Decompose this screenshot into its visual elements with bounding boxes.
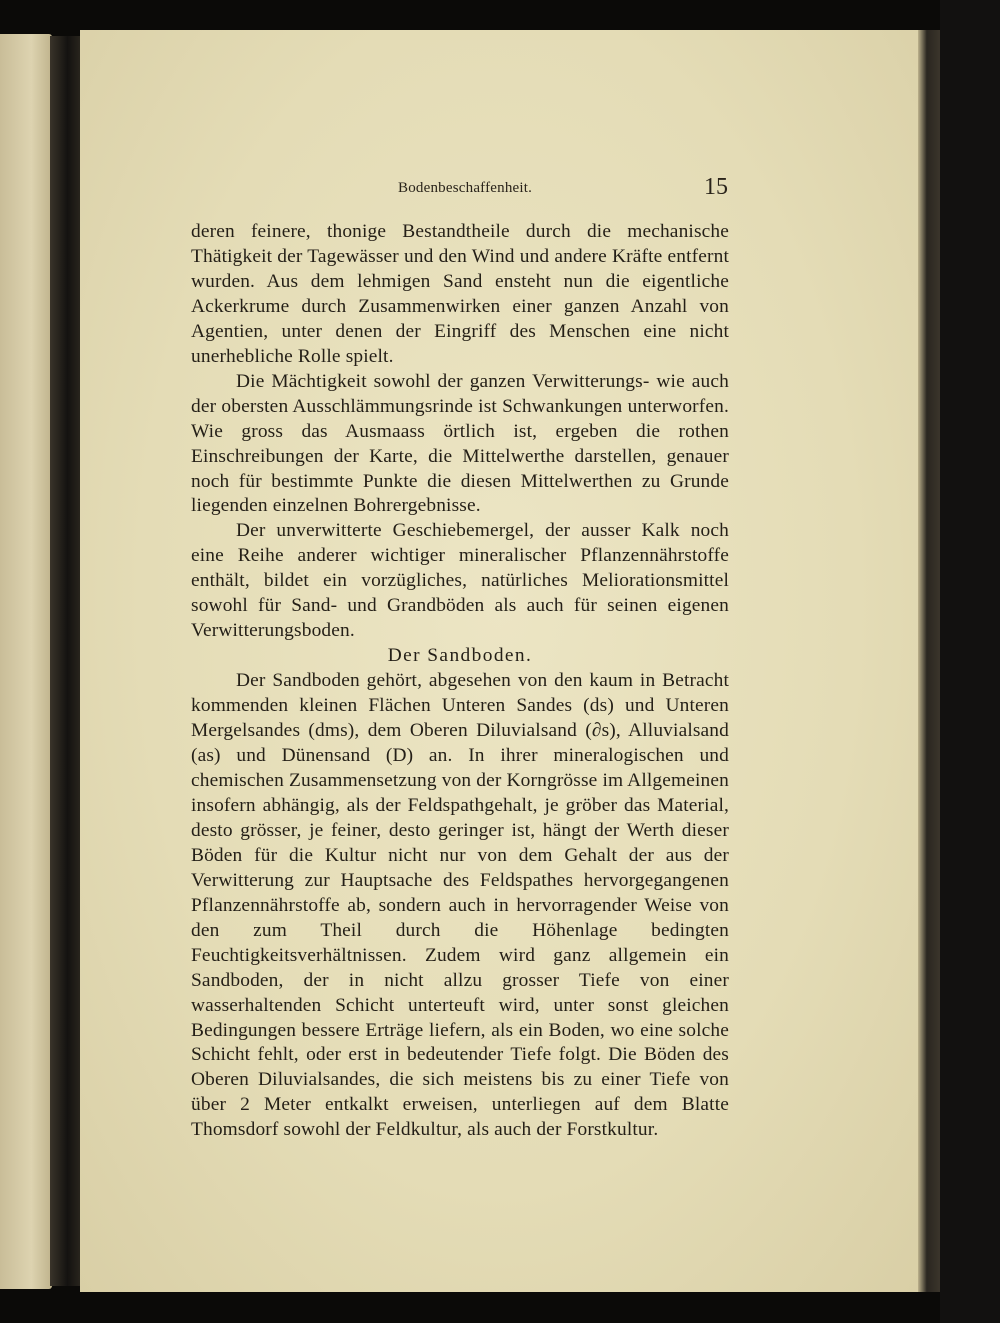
- paragraph: Der unverwitterte Geschiebemergel, der ausser Kalk noch eine Reihe anderer wichtiger mineralischer Pflanzennährstoffe enthält, bildet ein vorzügliches, natürliches Meliorationsmittel sowohl für Sand- und Grandböden als auch für seinen eigenen Verwitterungsboden.: [191, 520, 729, 642]
- page-header: [188, 174, 732, 208]
- running-head: Bodenbeschaffenheit.: [398, 180, 533, 196]
- paragraph: Die Mächtigkeit sowohl der ganzen Verwitterungs- wie auch der obersten Ausschlämmungsrinde ist Schwankungen unterworfen. Wie gross das Ausmaass örtlich ist, ergeben die rothen Einschreibungen der Karte, die Mittelwerthe darstellen, genauer noch für bestimmte Punkte die diesen Mittelwerthen zu Grunde liegenden einzelnen Bohrergebnisse.: [191, 370, 729, 517]
- book-gutter: [50, 36, 82, 1286]
- book-cover: [940, 0, 1000, 1323]
- page-edge-shadow: [918, 30, 940, 1292]
- section-heading: Der Sandboden.: [387, 645, 533, 667]
- body-text: [191, 220, 729, 1143]
- section-paragraph: Der Sandboden gehört, abgesehen von den kaum in Betracht kommenden kleinen Flächen Unteren Sandes (ds) und Unteren Mergelsandes (dms), dem Oberen Diluvialsand (∂s), Alluvialsand (as) und Dünensand (D) an. In ihrer mineralogischen und chemischen Zusammensetzung von der Korngrösse im Allgemeinen insofern abhängig, als der Feldspathgehalt, je gröber das Material, desto grösser, je feiner, desto geringer ist, hängt der Werth dieser Böden für die Kultur nicht nur von dem Gehalt der aus der Verwitterung zur Hauptsache des Feldspathes hervorgegangenen Pflanzennährstoffe ab, sondern auch in hervorragender Weise von den zum Theil durch die Höhenlage bedingten Feuchtigkeitsverhältnissen. Zudem wird ganz allgemein ein Sandboden, der in nicht allzu grosser Tiefe von einer wasserhaltenden Schicht unterteuft wird, unter sonst gleichen Bedingungen bessere Erträge liefern, als ein Boden, wo eine solche Schicht fehlt, oder erst in bedeutender Tiefe folgt. Die Böden des Oberen Diluvialsandes, die sich meistens bis zu einer Tiefe von über 2 Meter entkalkt erweisen, unterliegen auf dem Blatte Thomsdorf sowohl der Feldkultur, als auch der Forstkultur.: [191, 670, 729, 1141]
- previous-page-edge: [0, 34, 52, 1289]
- page-number: 15: [704, 174, 728, 200]
- paragraph-continued: deren feinere, thonige Bestandtheile durch die mechanische Thätigkeit der Tagewässer und den Wind und andere Kräfte entfernt wurden. Aus dem lehmigen Sand ensteht nun die eigentliche Ackerkrume durch Zusammenwirken einer ganzen Anzahl von Agentien, unter denen der Eingriff des Menschen eine nicht unerhebliche Rolle spielt.: [191, 221, 729, 367]
